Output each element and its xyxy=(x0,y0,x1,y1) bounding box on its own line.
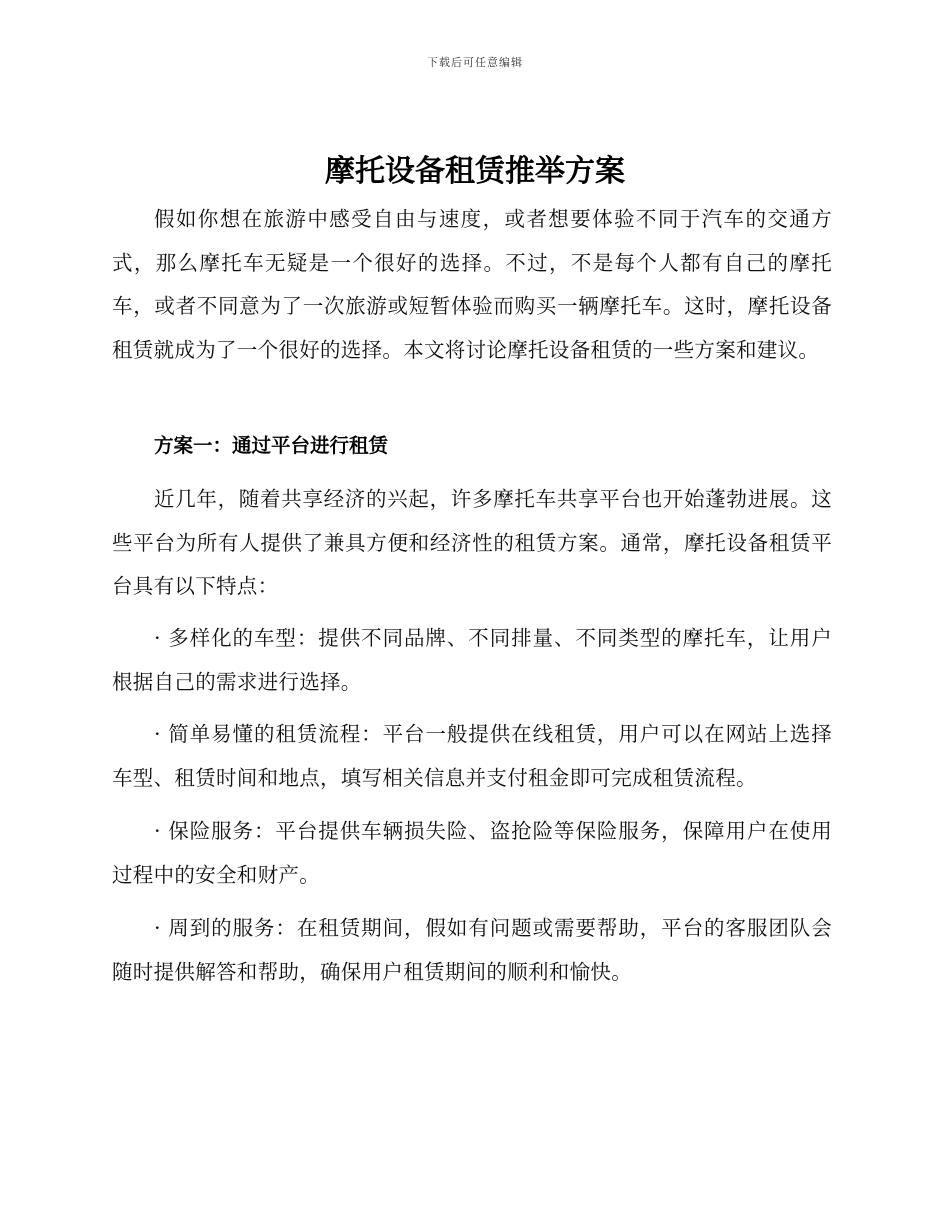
bullet-item: · 多样化的车型：提供不同品牌、不同排量、不同类型的摩托车，让用户根据自己的需求进行选择。 xyxy=(112,626,832,694)
bullet-item: · 保险服务：平台提供车辆损失险、盗抢险等保险服务，保障用户在使用过程中的安全和财产。 xyxy=(112,819,832,887)
bullet-item: · 简单易懂的租赁流程：平台一般提供在线租赁，用户可以在网站上选择车型、租赁时间和地点，填写相关信息并支付租金即可完成租赁流程。 xyxy=(112,722,832,790)
section-heading: 方案一：通过平台进行租赁 xyxy=(154,434,389,457)
section-paragraph: 近几年，随着共享经济的兴起，许多摩托车共享平台也开始蓬勃进展。这些平台为所有人提供了兼具方便和经济性的租赁方案。通常，摩托设备租赁平台具有以下特点： xyxy=(112,487,832,598)
document-title: 摩托设备租赁推举方案 xyxy=(325,154,625,189)
intro-paragraph: 假如你想在旅游中感受自由与速度，或者想要体验不同于汽车的交通方式，那么摩托车无疑是一个很好的选择。不过，不是每个人都有自己的摩托车，或者不同意为了一次旅游或短暂体验而购买一辆摩托车。这时，摩托设备租赁就成为了一个很好的选择。本文将讨论摩托设备租赁的一些方案和建议。 xyxy=(112,207,832,362)
header-note: 下载后可任意编辑 xyxy=(427,56,523,69)
bullet-item: · 周到的服务：在租赁期间，假如有问题或需要帮助，平台的客服团队会随时提供解答和帮助，确保用户租赁期间的顺利和愉快。 xyxy=(112,916,832,984)
